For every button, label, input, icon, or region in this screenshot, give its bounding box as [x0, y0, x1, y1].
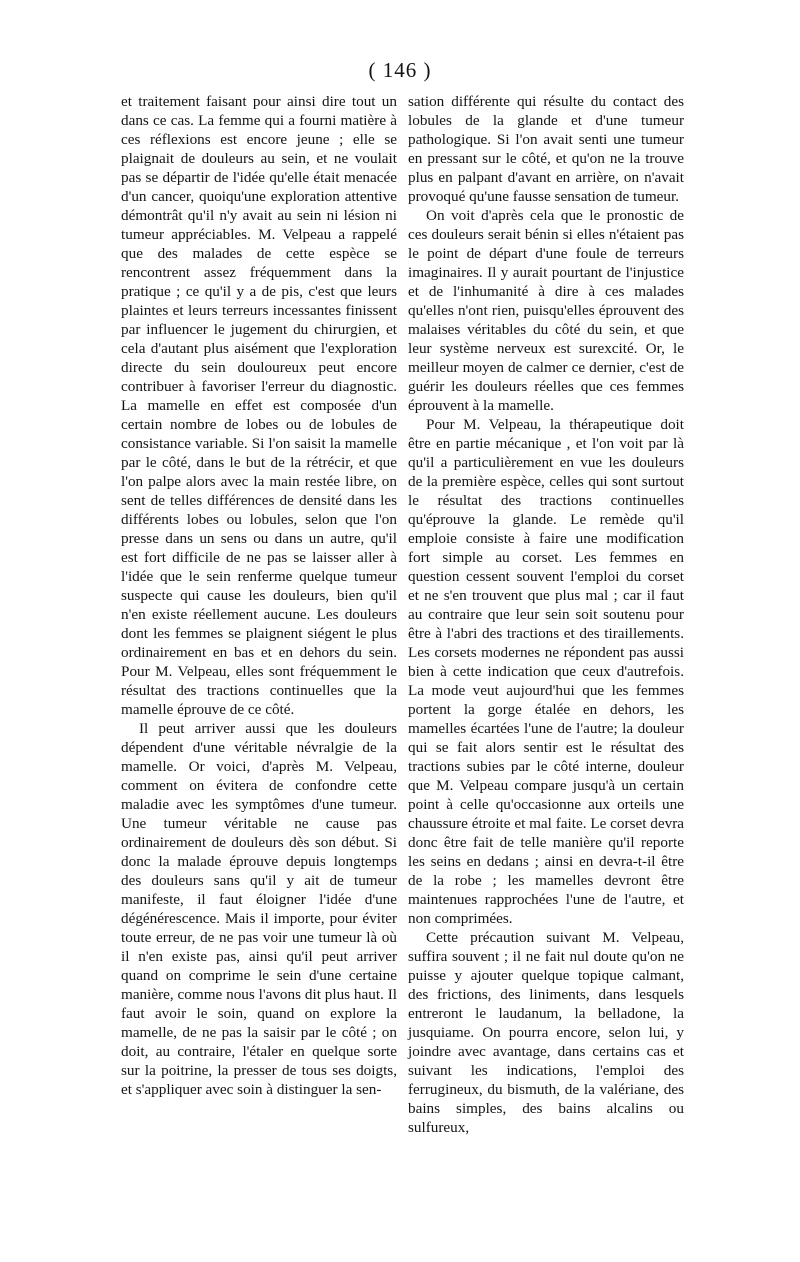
- left-column: [121, 92, 397, 1099]
- paragraph: sation différente qui résulte du contact des lobules de la glande et d'une tumeur pathologique. Si l'on avait senti une tumeur en pressant sur le côté, et qu'on ne la trouve plus en palpant d'avant en arrière, on n'avait provoqué qu'une fausse sensation de tumeur.: [408, 93, 684, 205]
- paragraph: Cette précaution suivant M. Velpeau, suffira souvent ; il ne fait nul doute qu'on ne puisse y ajouter quelque topique calmant, des frictions, des liniments, dans lesquels entreront le laudanum, la belladone, la jusquiame. On pourra encore, selon lui, y joindre avec avantage, dans certains cas et suivant les indications, l'emploi des ferrugineux, du bismuth, de la valériane, des bains simples, des bains alcalins ou sulfureux,: [408, 929, 684, 1136]
- paragraph: Pour M. Velpeau, la thérapeutique doit être en partie mécanique , et l'on voit par là qu'il a particulièrement en vue les douleurs de la première espèce, celles qui sont surtout le résultat des tractions continuelles qu'éprouve la glande. Le remède qu'il emploie consiste à faire une modification fort simple au corset. Les femmes en question cessent souvent l'emploi du corset et ne s'en trouvent que plus mal ; car il faut au contraire que leur sein soit soutenu pour être à l'abri des tractions et des tiraillements. Les corsets modernes ne répondent pas aussi bien à cette indication que ceux d'autrefois. La mode veut aujourd'hui que les femmes portent la gorge étalée en dehors, les mamelles écartées l'une de l'autre; la douleur qui se fait alors sentir est le résultat des tractions subies par le côté interne, douleur que M. Velpeau compare jusqu'à un certain point à celle qu'occasionne aux orteils une chaussure étroite et mal faite. Le corset devra donc être fait de telle manière qu'il reporte les seins en dedans ; ainsi en devra-t-il être de la robe ; les mamelles devront être maintenues rapprochées l'une de l'autre, et non comprimées.: [408, 416, 684, 927]
- paragraph: Il peut arriver aussi que les douleurs dépendent d'une véritable névralgie de la mamelle. Or voici, d'après M. Velpeau, comment on évitera de confondre cette maladie avec les symptômes d'une tumeur. Une tumeur véritable ne cause pas ordinairement de douleurs dès son début. Si donc la malade éprouve depuis longtemps des douleurs sans qu'il y ait de tumeur manifeste, il faut éloigner l'idée d'une dégénérescence. Mais il importe, pour éviter toute erreur, de ne pas voir une tumeur là où il n'en existe pas, ainsi qu'il peut arriver quand on comprime le sein d'une certaine manière, comme nous l'avons dit plus haut. Il faut avoir le soin, quand on explore la mamelle, de ne pas la saisir par le côté ; on doit, au contraire, l'étaler en quelque sorte sur la poitrine, la presser de tous ses doigts, et s'appliquer avec soin à distinguer la sen-: [121, 720, 397, 1098]
- paragraph: et traitement faisant pour ainsi dire tout un dans ce cas. La femme qui a fourni matière à ces réflexions est encore jeune ; elle se plaignait de douleurs au sein, et ne voulait pas se départir de l'idée qu'elle était menacée d'un cancer, quoiqu'une exploration attentive démontrât qu'il n'y avait au sein ni lésion ni tumeur appréciables. M. Velpeau a rappelé que des malades de cette espèce se rencontrent assez fréquemment dans la pratique ; ce qu'il y a de pis, c'est que leurs plaintes et leurs terreurs incessantes finissent par influencer le jugement du chirurgien, et cela d'autant plus aisément que l'exploration directe du sein douloureux peut encore contribuer à favoriser l'erreur du diagnostic. La mamelle en effet est composée d'un certain nombre de lobes ou de lobules de consistance variable. Si l'on saisit la mamelle par le côté, dans le but de la rétrécir, et que l'on palpe alors avec la main restée libre, on sent de telles différences de densité dans les différents lobes ou lobules, selon que l'on presse dans un sens ou dans un autre, qu'il est fort difficile de ne pas se laisser aller à l'idée que le sein renferme quelque tumeur suspecte qui cause les douleurs, bien qu'il n'en existe réellement aucune. Les douleurs dont les femmes se plaignent siégent le plus ordinairement en bas et en dehors du sein. Pour M. Velpeau, elles sont fréquemment le résultat des tractions continuelles que la mamelle éprouve de ce côté.: [121, 93, 397, 718]
- paragraph: On voit d'après cela que le pronostic de ces douleurs serait bénin si elles n'étaient pas le point de départ d'une foule de terreurs imaginaires. Il y aurait pourtant de l'injustice et de l'inhumanité à dire à ces malades qu'elles n'ont rien, puisqu'elles éprouvent des malaises véritables du côté du sein, et que leur système nerveux est surexcité. Or, le meilleur moyen de calmer ce dernier, c'est de guérir les douleurs réelles que ces femmes éprouvent à la mamelle.: [408, 207, 684, 414]
- right-column: [408, 92, 684, 1137]
- page-number: ( 146 ): [368, 58, 432, 82]
